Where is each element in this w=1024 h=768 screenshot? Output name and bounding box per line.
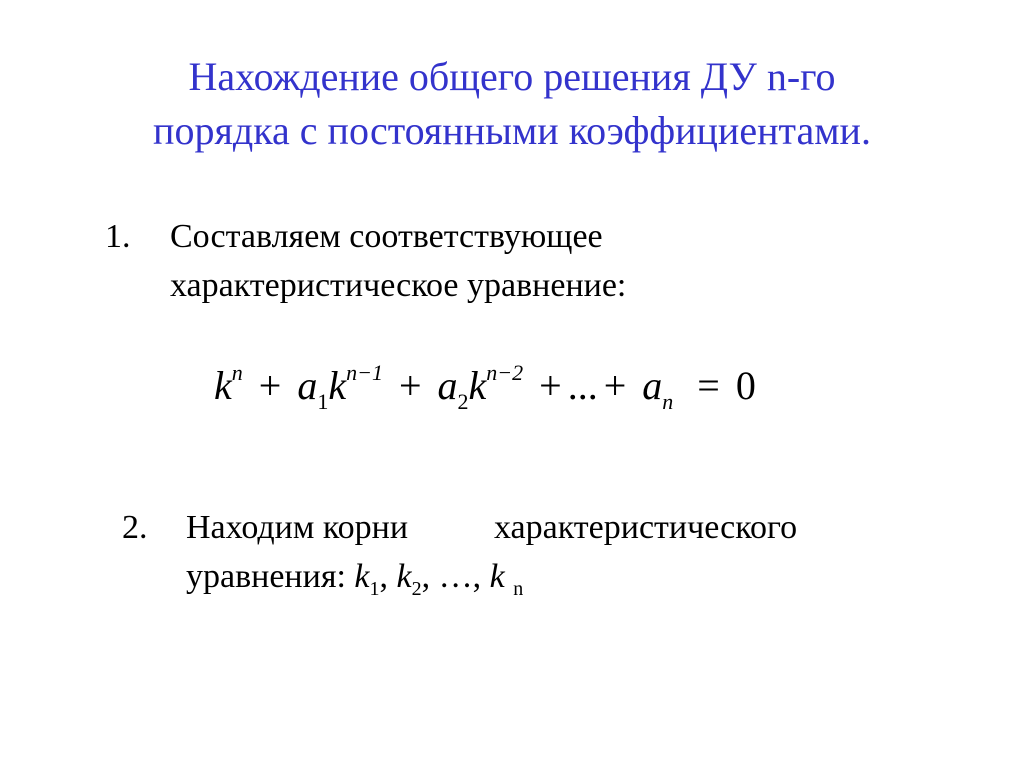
formula-a: a — [437, 363, 458, 408]
root-sep: , — [472, 558, 482, 595]
characteristic-equation — [214, 358, 756, 420]
formula-dots: ... — [567, 363, 598, 408]
step-2-number: 2. — [122, 509, 148, 546]
root-sep: , — [421, 558, 431, 595]
formula-a: a — [642, 363, 663, 408]
formula-plus: + — [398, 363, 422, 408]
root-k: k — [396, 558, 412, 595]
root-ellipsis: … — [438, 558, 473, 595]
formula-sub-1: 1 — [317, 389, 329, 414]
step-1-line-2: характеристическое уравнение: — [170, 267, 627, 304]
step-2-line-1b: характеристического — [494, 509, 798, 546]
formula-exp-n-2: n−2 — [486, 360, 524, 385]
root-sub-1: 1 — [369, 578, 380, 600]
root-sep: , — [379, 558, 388, 595]
slide-title-line-2: порядка с постоянными коэффициентами. — [153, 108, 871, 153]
step-2-line-1a: Находим корни — [186, 509, 409, 546]
root-k: k — [489, 558, 505, 595]
formula-exp-n: n — [231, 360, 243, 385]
root-sub-2: 2 — [411, 578, 422, 600]
formula-plus: + — [603, 363, 627, 408]
formula-sub-2: 2 — [457, 389, 469, 414]
formula-k: k — [468, 363, 487, 408]
formula-zero: 0 — [735, 363, 756, 408]
step-1-line-1: Составляем соответствующее — [170, 218, 603, 255]
formula-k: k — [214, 363, 232, 408]
step-1-number: 1. — [105, 218, 131, 255]
root-k: k — [354, 558, 370, 595]
root-sub-n: n — [513, 578, 524, 600]
slide-title-line-1: Нахождение общего решения ДУ n-го — [188, 54, 836, 99]
formula-equals: = — [697, 363, 720, 408]
formula-exp-n-1: n−1 — [346, 360, 383, 385]
formula-sub-n: n — [662, 389, 674, 414]
formula-a: a — [297, 363, 318, 408]
formula-plus: + — [539, 363, 562, 408]
formula-plus: + — [258, 363, 282, 408]
step-2-prefix: уравнения: — [186, 558, 346, 595]
formula-k: k — [328, 363, 347, 408]
slide-title — [0, 50, 1024, 158]
step-2-line-2 — [186, 552, 523, 606]
